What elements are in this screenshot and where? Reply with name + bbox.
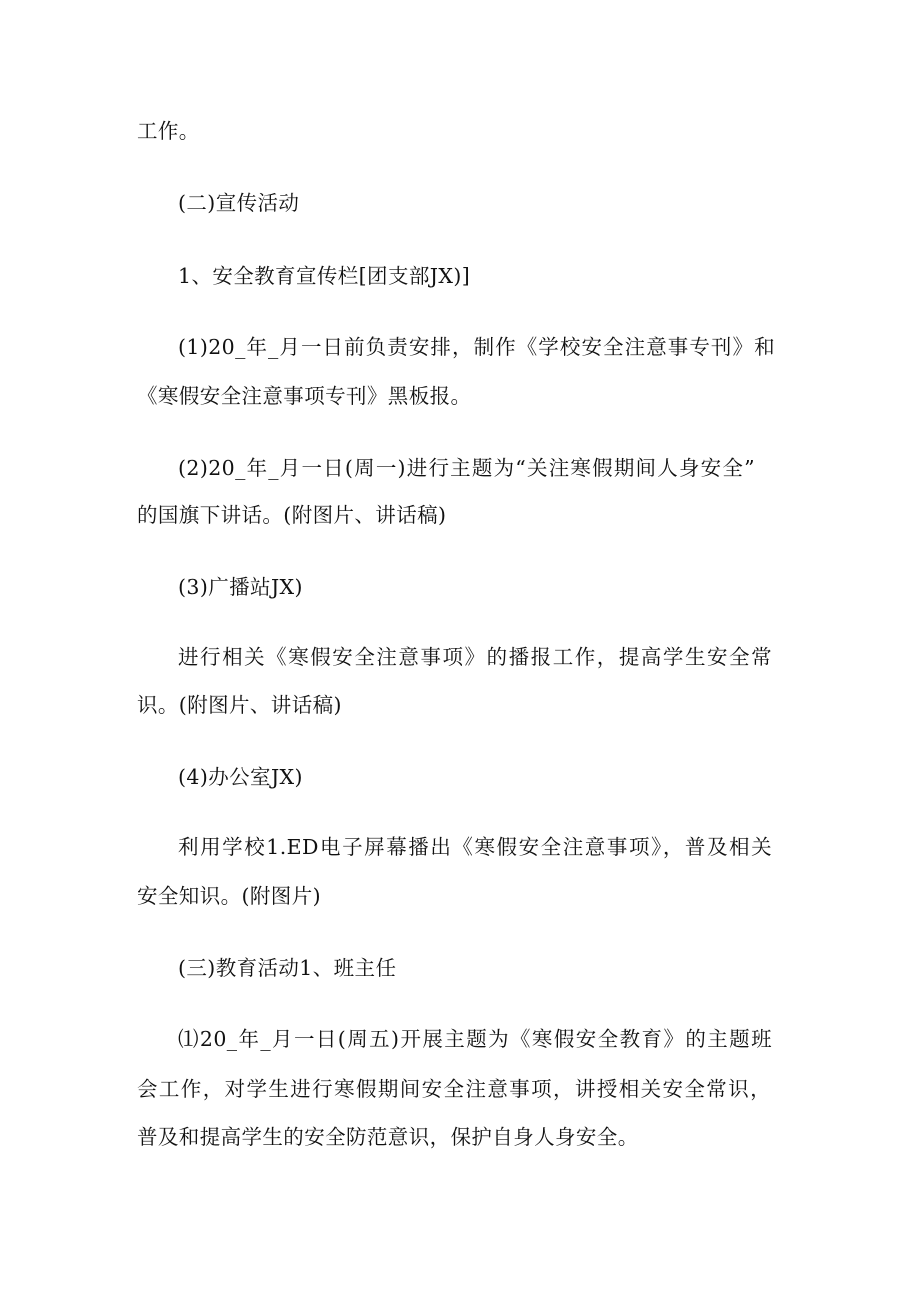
text-line: 工作。: [137, 119, 200, 143]
subsection-heading: 1、安全教育宣传栏[团支部JX)]: [178, 264, 471, 288]
section-heading: (三)教育活动1、班主任: [178, 956, 397, 980]
paragraph-line: 安全知识。(附图片): [137, 884, 321, 908]
paragraph-line: 识。(附图片、讲话稿): [137, 693, 342, 717]
item-heading: (3)广播站JX): [178, 575, 303, 599]
paragraph-line: 进行相关《寒假安全注意事项》的播报工作，提高学生安全常: [178, 645, 772, 669]
paragraph-line: ⑴20_年_月一日(周五)开展主题为《寒假安全教育》的主题班: [178, 1027, 772, 1051]
paragraph-line: 利用学校1.ED电子屏幕播出《寒假安全注意事项》，普及相关: [178, 835, 772, 859]
paragraph-line: 会工作，对学生进行寒假期间安全注意事项，讲授相关安全常识，: [137, 1077, 771, 1101]
paragraph-line: 普及和提高学生的安全防范意识，保护自身人身安全。: [137, 1125, 639, 1149]
paragraph-line: (2)20_年_月一日(周一)进行主题为“关注寒假期间人身安全”: [178, 456, 755, 480]
section-heading: (二)宣传活动: [178, 191, 300, 215]
item-heading: (4)办公室JX): [178, 765, 303, 789]
paragraph-line: 的国旗下讲话。(附图片、讲话稿): [137, 503, 447, 527]
paragraph-line: (1)20_年_月一日前负责安排，制作《学校安全注意事专刊》和: [178, 335, 775, 359]
paragraph-line: 《寒假安全注意事项专刊》黑板报。: [137, 384, 472, 408]
